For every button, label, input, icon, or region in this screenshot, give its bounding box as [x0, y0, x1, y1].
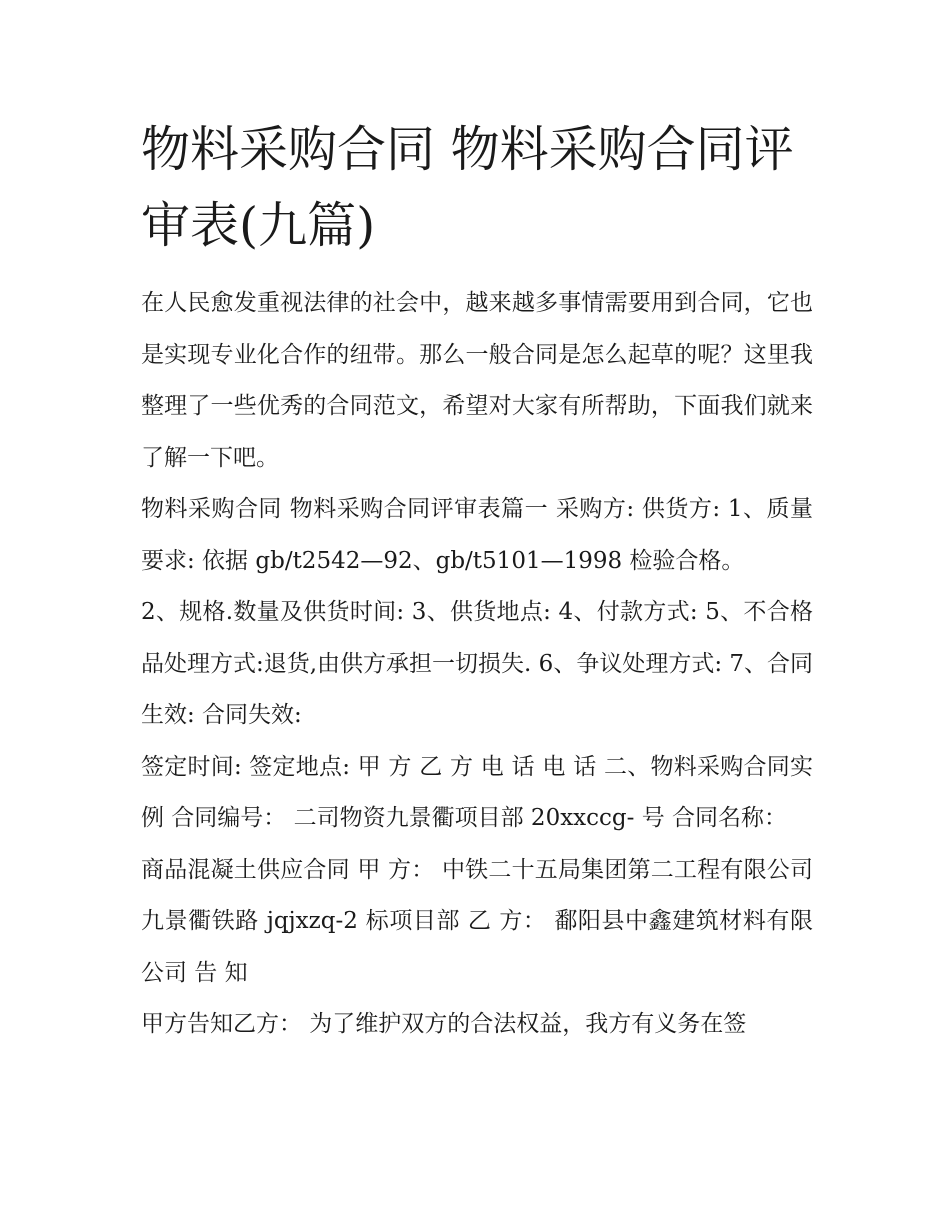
- document-title: 物料采购合同 物料采购合同评审表(九篇): [141, 121, 794, 254]
- body-paragraph: 甲方告知乙方： 为了维护双方的合法权益，我方有义务在签: [141, 1011, 747, 1037]
- body-paragraph: 商品混凝土供应合同 甲 方： 中铁二十五局集团第二工程有限公司 九景衢铁路 jqjxzq-2 标项目部 乙 方： 鄱阳县中鑫建筑材料有限公司 告 知: [141, 856, 813, 986]
- body-paragraph: 2、规格.数量及供货时间: 3、供货地点: 4、付款方式: 5、不合格品处理方式:退货,由供方承担一切损失. 6、争议处理方式: 7、合同生效: 合同失效:: [141, 599, 814, 728]
- body-paragraph: 物料采购合同 物料采购合同评审表篇一 采购方: 供货方: 1、质量要求: 依据 gb/t2542—92、gb/t5101—1998 检验合格。: [141, 496, 813, 574]
- body-paragraph: 签定时间: 签定地点: 甲 方 乙 方 电 话 电 话 二、物料采购合同实例 合同编号： 二司物资九景衢项目部 20xxccg- 号 合同名称：: [141, 753, 813, 831]
- intro-paragraph: 在人民愈发重视法律的社会中，越来越多事情需要用到合同，它也是实现专业化合作的纽带。那么一般合同是怎么起草的呢？这里我整理了一些优秀的合同范文，希望对大家有所帮助，下面我们就来了解一下吧。: [141, 290, 813, 471]
- document-page: [141, 112, 813, 1051]
